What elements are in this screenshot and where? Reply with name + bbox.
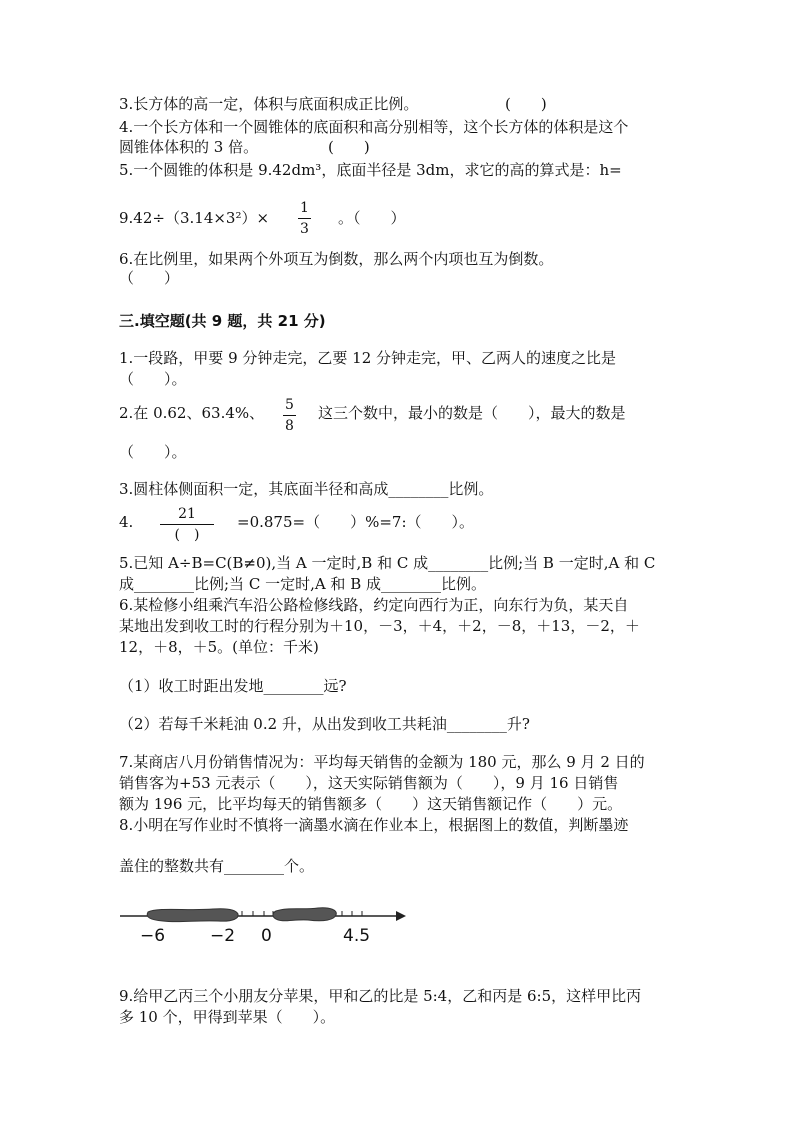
fill-q7-line2: 销售客为+53 元表示（ ），这天实际销售额为（ ），9 月 16 日销售: [119, 774, 619, 792]
fill-q3: 3.圆柱体侧面积一定，其底面半径和高成________比例。: [119, 480, 494, 498]
fraction-denominator: 3: [300, 221, 309, 237]
fill-q6-line1: 6.某检修小组乘汽车沿公路检修线路，约定向西行为正，向东行为负，某天自: [119, 596, 629, 614]
fill-q5-line1: 5.已知 A÷B=C(B≠0),当 A 一定时,B 和 C 成________比例;当 B 一定时,A 和 C: [119, 554, 656, 572]
judge-q5-fraction: [298, 199, 311, 238]
ink-blot-left: [147, 909, 238, 922]
number-line-label: −6: [140, 926, 166, 946]
judge-q5-line1: 5.一个圆锥的体积是 9.42dm³，底面半径是 3dm，求它的高的算式是：h=: [119, 161, 622, 179]
judge-q5-answer-paren[interactable]: 。（ ）: [338, 209, 406, 227]
judge-q4-answer-paren[interactable]: ( ): [328, 138, 370, 156]
fill-q8-line1: 8.小明在写作业时不慎将一滴墨水滴在作业本上，根据图上的数值，判断墨迹: [119, 816, 629, 834]
fraction-denominator[interactable]: ( ): [174, 527, 200, 543]
fill-q4-fraction: [160, 505, 214, 544]
fill-q8-line2: 盖住的整数共有________个。: [119, 857, 315, 875]
arrow-head-icon: [396, 911, 406, 921]
fill-q9-line1: 9.给甲乙丙三个小朋友分苹果，甲和乙的比是 5:4，乙和丙是 6:5，这样甲比丙: [119, 987, 642, 1005]
fraction-numerator: 5: [285, 397, 294, 413]
fill-q5-line2: 成________比例;当 C 一定时,A 和 B 成________比例。: [119, 575, 486, 593]
fill-q2-post: 这三个数中，最小的数是（ ），最大的数是: [318, 404, 626, 422]
number-line-label: −2: [210, 926, 236, 946]
judge-q4-line1: 4.一个长方体和一个圆锥体的底面积和高分别相等，这个长方体的体积是这个: [119, 118, 629, 136]
judge-q3: 3.长方体的高一定，体积与底面积成正比例。: [119, 95, 419, 113]
judge-q5-expr: 9.42÷（3.14×3²）×: [119, 209, 270, 227]
fill-q6-line2: 某地出发到收工时的行程分别为＋10，－3，＋4，＋2，－8，＋13，－2，＋: [119, 617, 640, 635]
fill-q2-answer[interactable]: （ ）。: [119, 443, 187, 461]
fraction-numerator: 1: [300, 200, 309, 216]
fill-q2-pre: 2.在 0.62、63.4%、: [119, 404, 265, 422]
fill-q4-label: 4.: [119, 513, 134, 531]
fraction-bar: [298, 218, 311, 219]
section-title: 三.填空题(共 9 题，共 21 分): [119, 312, 326, 330]
number-line-label: 0: [261, 926, 272, 946]
ink-blot-right: [273, 908, 336, 921]
fraction-bar: [160, 524, 214, 525]
judge-q4-line2: 圆锥体体积的 3 倍。: [119, 138, 259, 156]
fill-q2-fraction: [283, 396, 296, 435]
fraction-denominator: 8: [285, 418, 294, 434]
judge-q3-answer-paren[interactable]: ( ): [505, 95, 547, 113]
fill-q7-line3: 额为 196 元，比平均每天的销售额多（ ）这天销售额记作（ ）元。: [119, 795, 623, 813]
fraction-bar: [283, 415, 296, 416]
fill-q6-sub2: （2）若每千米耗油 0.2 升，从出发到收工共耗油________升?: [119, 715, 530, 733]
fill-q1-answer[interactable]: （ ）。: [119, 370, 187, 388]
fill-q7-line1: 7.某商店八月份销售情况为：平均每天销售的金额为 180 元，那么 9 月 2 日的: [119, 753, 645, 771]
judge-q6-line1: 6.在比例里，如果两个外项互为倒数，那么两个内项也互为倒数。: [119, 250, 554, 268]
fill-q9-line2: 多 10 个，甲得到苹果（ ）。: [119, 1008, 336, 1026]
number-line-label: 4.5: [343, 926, 371, 946]
fill-q1-line1: 1.一段路，甲要 9 分钟走完，乙要 12 分钟走完，甲、乙两人的速度之比是: [119, 349, 617, 367]
fill-q4-post: =0.875=（ ）%=7:（ ）。: [237, 513, 474, 531]
fill-q6-sub1: （1）收工时距出发地________远?: [119, 677, 347, 695]
fill-q6-line3: 12，＋8，＋5。(单位：千米): [119, 638, 319, 656]
number-line-figure: [118, 898, 408, 948]
judge-q6-answer-paren[interactable]: （ ）: [119, 269, 180, 287]
fraction-numerator: 21: [178, 506, 196, 522]
